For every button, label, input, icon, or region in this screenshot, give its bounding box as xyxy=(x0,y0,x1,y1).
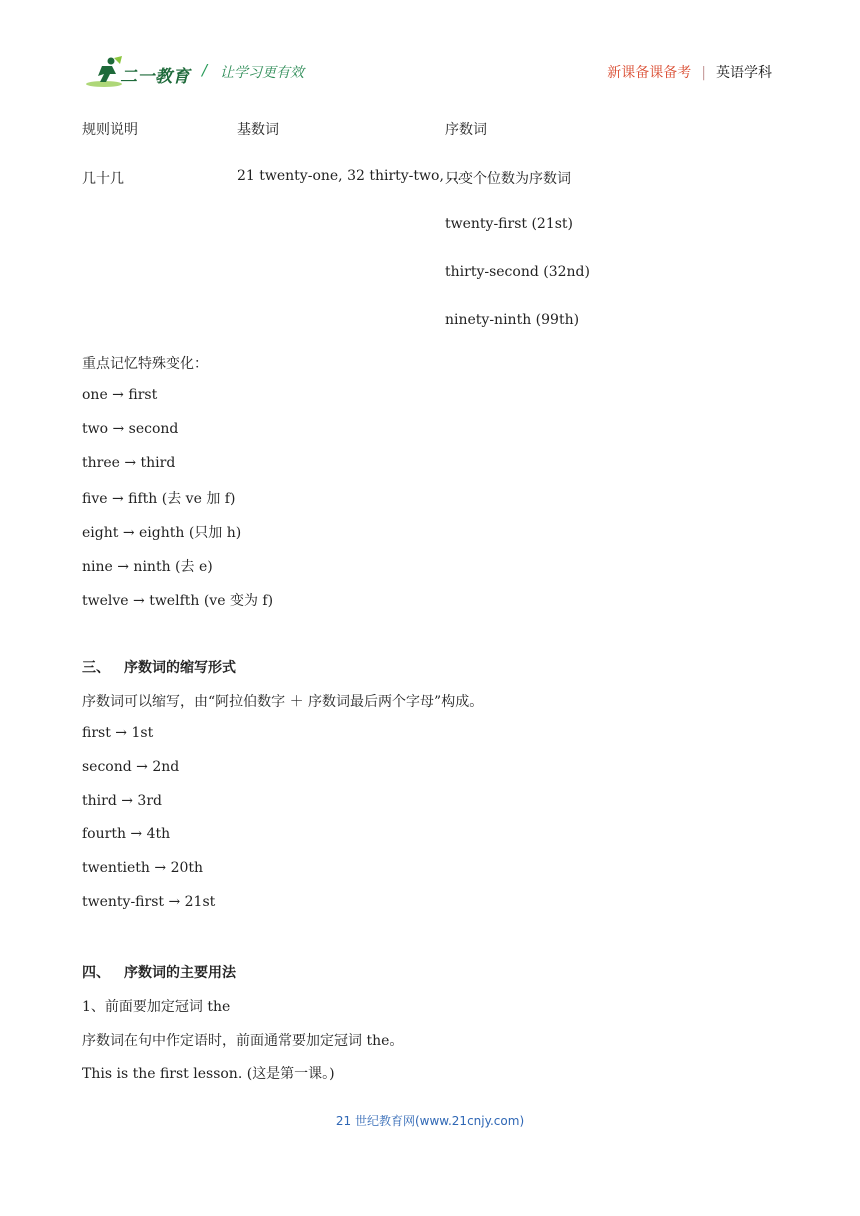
section-number: 四、 xyxy=(82,965,110,981)
table-cell-rule: 几十几 xyxy=(82,171,124,187)
page-header xyxy=(0,0,860,100)
header-subject xyxy=(607,62,772,82)
table-cell-ordinal-line: thirty-second (32nd) xyxy=(445,264,590,280)
table-cell-ordinal-line: 只变个位数为序数词 xyxy=(445,171,571,187)
section-number: 三、 xyxy=(82,660,110,676)
list-item: three → third xyxy=(82,455,176,471)
example-sentence: This is the first lesson. (这是第一课。) xyxy=(82,1066,335,1082)
table-cell-ordinal-line: ninety-ninth (99th) xyxy=(445,312,580,328)
section-title: 序数词的缩写形式 xyxy=(124,660,236,676)
list-item: twentieth → 20th xyxy=(82,860,204,876)
list-item: first → 1st xyxy=(82,725,154,741)
table-cell-ordinal-line: twenty-first (21st) xyxy=(445,216,574,232)
list-item: two → second xyxy=(82,421,179,437)
section-heading xyxy=(82,962,236,982)
list-item: second → 2nd xyxy=(82,759,180,775)
header-subject-label: 英语学科 xyxy=(716,65,772,81)
header-course-label: 新课备课备考 xyxy=(607,65,692,81)
paragraph: 序数词在句中作定语时，前面通常要加定冠词 the。 xyxy=(82,1033,404,1049)
table-header-rule: 规则说明 xyxy=(82,122,138,138)
list-item: eight → eighth (只加 h) xyxy=(82,525,242,541)
slogan: 让学习更有效 xyxy=(220,65,304,81)
page-footer: 21 世纪教育网(www.21cnjy.com) xyxy=(335,1114,525,1128)
list-item: twelve → twelfth (ve 变为 f) xyxy=(82,593,274,609)
table-header-ordinal: 序数词 xyxy=(445,122,487,138)
brand-name: 二一教育 xyxy=(120,67,190,87)
subsection-title: 1、前面要加定冠词 the xyxy=(82,999,231,1015)
list-item: five → fifth (去 ve 加 f) xyxy=(82,491,236,507)
list-item: twenty-first → 21st xyxy=(82,894,216,910)
section-title: 序数词的主要用法 xyxy=(124,965,236,981)
table-cell-cardinal: 21 twenty-one, 32 thirty-two, ... xyxy=(237,168,462,184)
header-divider: | xyxy=(701,65,706,81)
list-item: third → 3rd xyxy=(82,793,162,809)
table-header-cardinal: 基数词 xyxy=(237,122,279,138)
section-heading xyxy=(82,657,236,677)
special-title: 重点记忆特殊变化： xyxy=(82,356,208,372)
section-intro: 序数词可以缩写，由“阿拉伯数字 ＋ 序数词最后两个字母”构成。 xyxy=(82,694,484,710)
list-item: one → first xyxy=(82,387,158,403)
list-item: nine → ninth (去 e) xyxy=(82,559,213,575)
list-item: fourth → 4th xyxy=(82,826,171,842)
slogan-separator: / xyxy=(202,61,208,79)
